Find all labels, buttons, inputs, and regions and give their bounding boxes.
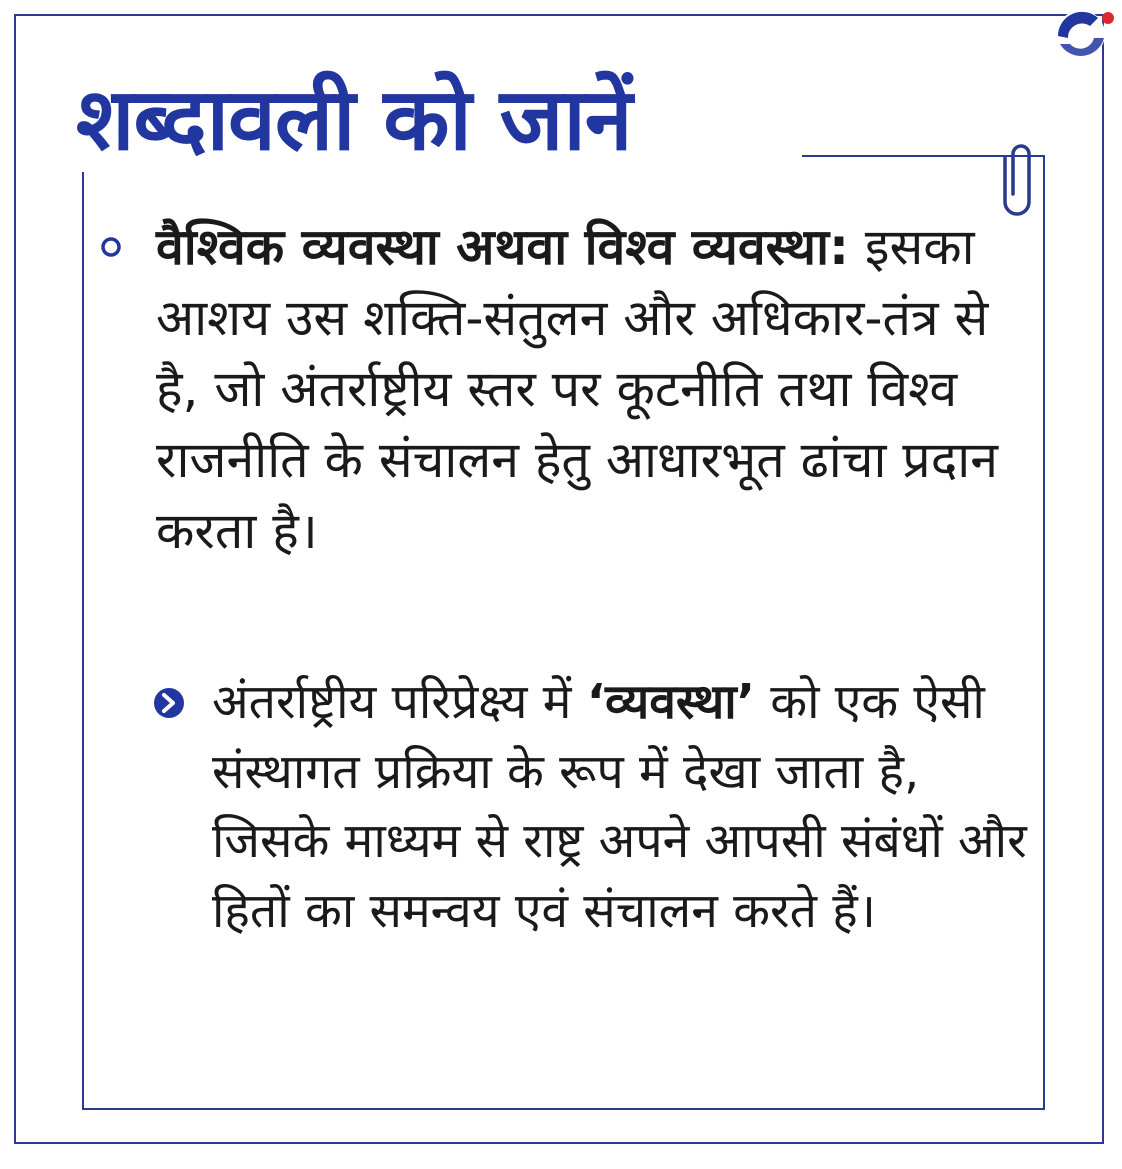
context-highlight: ‘व्यवस्था’ — [586, 674, 755, 730]
term-heading: वैश्विक व्यवस्था अथवा विश्व व्यवस्था: — [156, 218, 850, 276]
paperclip-icon — [997, 138, 1037, 218]
context-block — [212, 668, 1032, 946]
term-definition: इसका आशय उस शक्ति-संतुलन और अधिकार-तंत्र से है, जो अंतर्राष्ट्रीय स्तर पर कूटनीति तथा विश्व राजनीति के संचालन हेतु आधारभूत ढांचा प्रदान करता है। — [156, 218, 999, 560]
chevron-bullet-icon — [152, 686, 186, 720]
circle-bullet-icon — [100, 236, 122, 258]
context-intro: अंतर्राष्ट्रीय परिप्रेक्ष्य में — [212, 674, 587, 730]
page-title: शब्दावली को जानें — [76, 70, 632, 170]
definition-block — [156, 212, 1036, 567]
globe-logo-icon — [1046, 4, 1116, 64]
context-rest: को एक ऐसी संस्थागत प्रक्रिया के रूप में देखा जाता है, जिसके माध्यम से राष्ट्र अपने आपसी संबंधों और हितों का समन्वय एवं संचालन करते हैं। — [212, 674, 1027, 939]
